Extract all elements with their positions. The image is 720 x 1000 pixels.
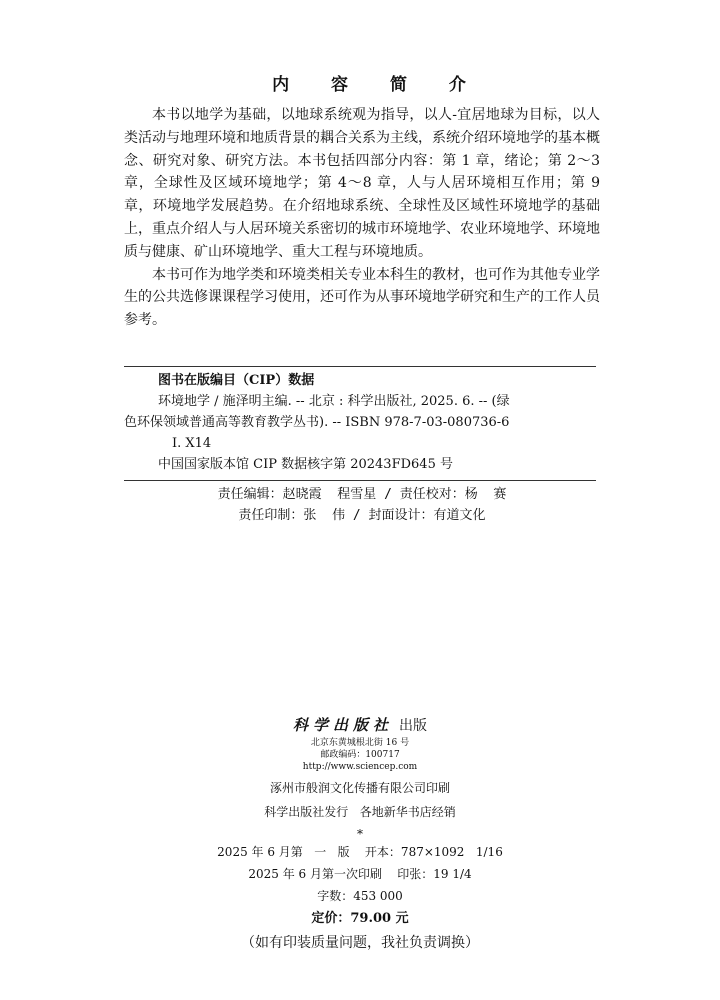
wordcount-line: 字数：453 000	[317, 889, 403, 903]
cip-data-block	[124, 370, 600, 475]
editor-credits-line-2: 责任印制：张 伟 / 封面设计：有道文化	[238, 508, 486, 523]
cip-entry-line-1: 环境地学 / 施泽明主编. -- 北京 : 科学出版社, 2025. 6. -- (绿	[158, 394, 510, 409]
cip-entry-line-2: 色环保领域普通高等教育教学丛书). -- ISBN 978-7-03-080736-6	[124, 415, 510, 430]
editor-credits	[124, 484, 600, 526]
cip-classification: Ⅰ. X14	[172, 436, 212, 451]
quality-notice: （如有印装质量问题，我社负责调换）	[241, 935, 479, 951]
distribution-line: 科学出版社发行 各地新华书店经销	[264, 805, 456, 819]
cip-bottom-rule	[124, 480, 596, 481]
summary-paragraph-2: 本书可作为地学类和环境类相关专业本科生的教材，也可作为其他专业学生的公共选修课课程学习使用，还可作为从事环境地学研究和生产的工作人员参考。	[124, 266, 600, 329]
price-line: 定价：79.00 元	[311, 911, 409, 926]
publisher-address: 北京东黄城根北街 16 号	[310, 738, 410, 748]
page-title: 内 容 简 介	[272, 75, 484, 95]
edition-line: 2025 年 6 月第 一 版 开本：787×1092 1/16	[217, 845, 503, 859]
publisher-postcode: 邮政编码：100717	[320, 750, 400, 760]
summary-paragraph-1: 本书以地学为基础，以地球系统观为指导，以人-宜居地球为目标，以人类活动与地理环境和地质背景的耦合关系为主线，系统介绍环境地学的基本概念、研究对象、研究方法。本书包括四部分内容：第 1 章，绪论；第 2～3 章，全球性及区域环境地学；第 4～8 章，人与人居环境相互作用；第 9 章，环境地学发展趋势。在介绍地球系统、全球性及区域性环境地学的基础上，重点介绍人与人居环境关系密切的城市环境地学、农业环境地学、环境地质与健康、矿山环境地学、重大工程与环境地质。	[124, 107, 600, 260]
editor-credits-line-1: 责任编辑：赵晓霞 程雪星 / 责任校对：杨 赛	[217, 487, 507, 502]
cip-approval-number: 中国国家版本馆 CIP 数据核字第 20243FD645 号	[158, 457, 453, 472]
publisher-block	[0, 714, 720, 955]
printing-line: 2025 年 6 月第一次印刷 印张：19 1/4	[248, 867, 472, 881]
publisher-website: http://www.sciencep.com	[302, 762, 418, 772]
printer-line: 涿州市般润文化传播有限公司印刷	[269, 781, 450, 795]
cip-top-rule	[124, 366, 596, 367]
cip-heading: 图书在版编目（CIP）数据	[158, 373, 315, 388]
content-summary	[124, 104, 600, 332]
publisher-word: 出版	[399, 718, 427, 734]
publisher-logo: 科学出版社	[292, 716, 393, 734]
separator-star: *	[357, 827, 363, 841]
